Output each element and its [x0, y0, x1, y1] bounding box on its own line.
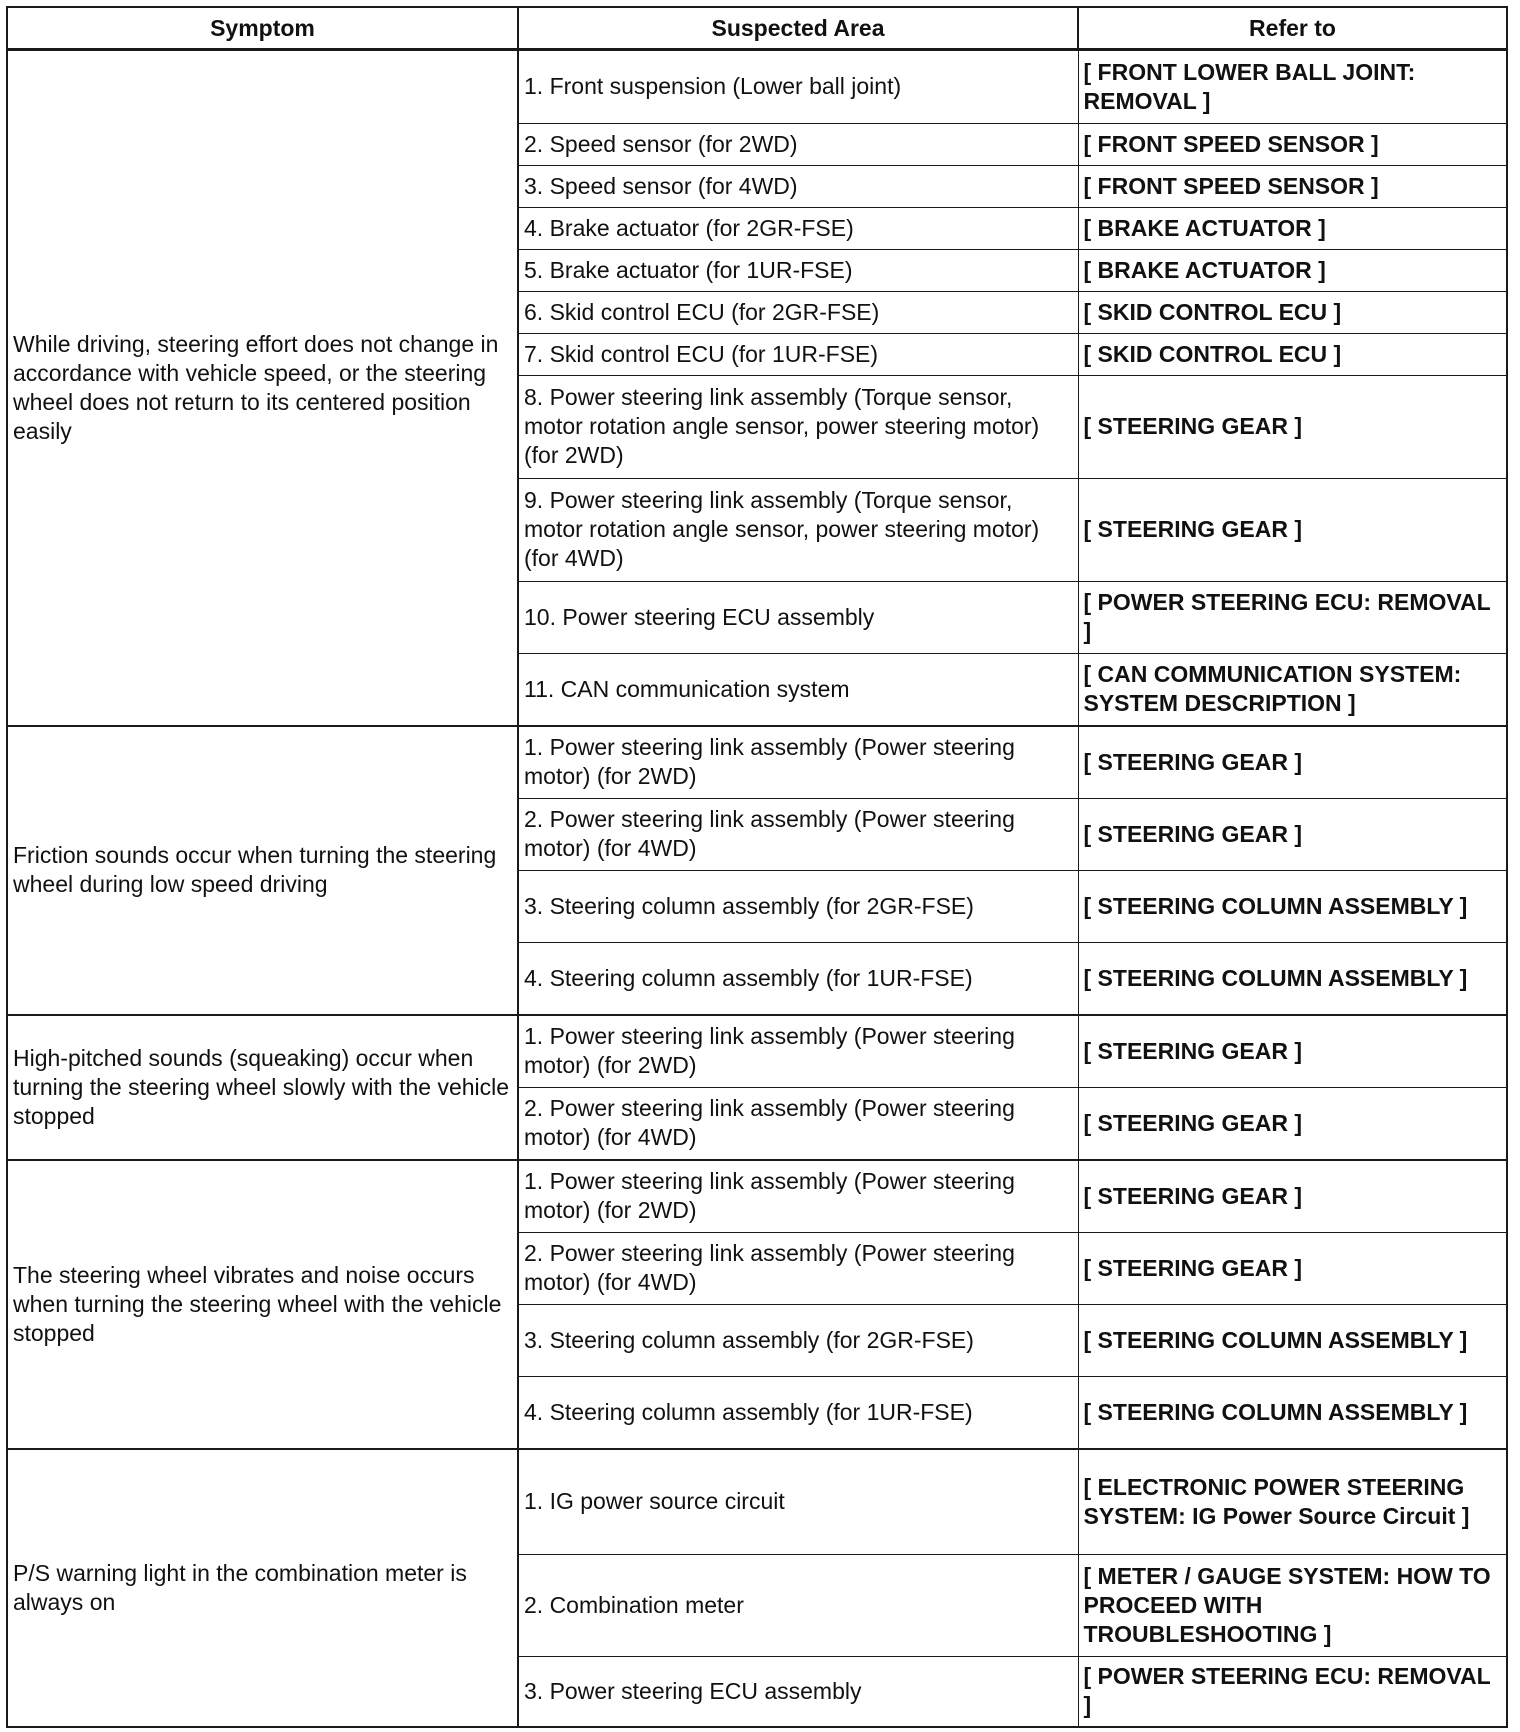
refer-to-link[interactable]: [ STEERING GEAR ] — [1078, 1088, 1507, 1161]
suspected-area-cell: 3. Power steering ECU assembly — [518, 1657, 1078, 1728]
refer-to-link[interactable]: [ BRAKE ACTUATOR ] — [1078, 250, 1507, 292]
symptom-cell: The steering wheel vibrates and noise occurs when turning the steering wheel with the vehicle stopped — [7, 1160, 518, 1449]
refer-to-link[interactable]: [ FRONT SPEED SENSOR ] — [1078, 166, 1507, 208]
symptom-cell: Friction sounds occur when turning the steering wheel during low speed driving — [7, 726, 518, 1015]
suspected-area-cell: 10. Power steering ECU assembly — [518, 582, 1078, 654]
table-body — [7, 50, 1507, 1728]
refer-to-link[interactable]: [ STEERING GEAR ] — [1078, 376, 1507, 479]
suspected-area-cell: 2. Power steering link assembly (Power steering motor) (for 4WD) — [518, 1233, 1078, 1305]
refer-to-link[interactable]: [ STEERING COLUMN ASSEMBLY ] — [1078, 943, 1507, 1016]
refer-to-link[interactable]: [ STEERING GEAR ] — [1078, 1015, 1507, 1088]
suspected-area-cell: 1. Front suspension (Lower ball joint) — [518, 50, 1078, 124]
troubleshooting-table — [6, 6, 1508, 1728]
suspected-area-cell: 2. Combination meter — [518, 1555, 1078, 1657]
suspected-area-cell: 5. Brake actuator (for 1UR-FSE) — [518, 250, 1078, 292]
table-row — [7, 726, 1507, 799]
header-row — [7, 7, 1507, 50]
suspected-area-cell: 3. Speed sensor (for 4WD) — [518, 166, 1078, 208]
suspected-area-cell: 2. Power steering link assembly (Power steering motor) (for 4WD) — [518, 1088, 1078, 1161]
refer-to-link[interactable]: [ SKID CONTROL ECU ] — [1078, 334, 1507, 376]
suspected-area-cell: 3. Steering column assembly (for 2GR-FSE) — [518, 1305, 1078, 1377]
table-row — [7, 50, 1507, 124]
suspected-area-cell: 1. IG power source circuit — [518, 1449, 1078, 1555]
refer-to-link[interactable]: [ ELECTRONIC POWER STEERING SYSTEM: IG Power Source Circuit ] — [1078, 1449, 1507, 1555]
suspected-area-cell: 1. Power steering link assembly (Power steering motor) (for 2WD) — [518, 726, 1078, 799]
suspected-area-cell: 4. Steering column assembly (for 1UR-FSE) — [518, 943, 1078, 1016]
table-row — [7, 1160, 1507, 1233]
suspected-area-cell: 9. Power steering link assembly (Torque sensor, motor rotation angle sensor, power steering motor) (for 4WD) — [518, 479, 1078, 582]
refer-to-link[interactable]: [ CAN COMMUNICATION SYSTEM: SYSTEM DESCRIPTION ] — [1078, 654, 1507, 727]
refer-to-link[interactable]: [ FRONT SPEED SENSOR ] — [1078, 124, 1507, 166]
refer-to-link[interactable]: [ BRAKE ACTUATOR ] — [1078, 208, 1507, 250]
refer-to-link[interactable]: [ FRONT LOWER BALL JOINT: REMOVAL ] — [1078, 50, 1507, 124]
suspected-area-cell: 4. Brake actuator (for 2GR-FSE) — [518, 208, 1078, 250]
suspected-area-cell: 2. Power steering link assembly (Power steering motor) (for 4WD) — [518, 799, 1078, 871]
symptom-cell: High-pitched sounds (squeaking) occur when turning the steering wheel slowly with the vehicle stopped — [7, 1015, 518, 1160]
refer-to-link[interactable]: [ STEERING GEAR ] — [1078, 1233, 1507, 1305]
refer-to-link[interactable]: [ SKID CONTROL ECU ] — [1078, 292, 1507, 334]
suspected-area-header: Suspected Area — [518, 7, 1078, 50]
refer-to-link[interactable]: [ STEERING GEAR ] — [1078, 479, 1507, 582]
refer-to-link[interactable]: [ STEERING COLUMN ASSEMBLY ] — [1078, 1377, 1507, 1450]
refer-to-link[interactable]: [ STEERING COLUMN ASSEMBLY ] — [1078, 871, 1507, 943]
suspected-area-cell: 8. Power steering link assembly (Torque sensor, motor rotation angle sensor, power steering motor) (for 2WD) — [518, 376, 1078, 479]
suspected-area-cell: 1. Power steering link assembly (Power steering motor) (for 2WD) — [518, 1160, 1078, 1233]
refer-to-link[interactable]: [ STEERING COLUMN ASSEMBLY ] — [1078, 1305, 1507, 1377]
suspected-area-cell: 2. Speed sensor (for 2WD) — [518, 124, 1078, 166]
refer-to-header: Refer to — [1078, 7, 1507, 50]
table-row — [7, 1449, 1507, 1555]
refer-to-link[interactable]: [ POWER STEERING ECU: REMOVAL ] — [1078, 1657, 1507, 1728]
suspected-area-cell: 3. Steering column assembly (for 2GR-FSE) — [518, 871, 1078, 943]
table-header — [7, 7, 1507, 50]
suspected-area-cell: 4. Steering column assembly (for 1UR-FSE) — [518, 1377, 1078, 1450]
refer-to-link[interactable]: [ STEERING GEAR ] — [1078, 726, 1507, 799]
table-row — [7, 1015, 1507, 1088]
page — [6, 6, 1508, 1728]
suspected-area-cell: 7. Skid control ECU (for 1UR-FSE) — [518, 334, 1078, 376]
refer-to-link[interactable]: [ POWER STEERING ECU: REMOVAL ] — [1078, 582, 1507, 654]
symptom-cell: P/S warning light in the combination meter is always on — [7, 1449, 518, 1727]
suspected-area-cell: 6. Skid control ECU (for 2GR-FSE) — [518, 292, 1078, 334]
symptom-cell: While driving, steering effort does not change in accordance with vehicle speed, or the steering wheel does not return to its centered position easily — [7, 50, 518, 727]
refer-to-link[interactable]: [ STEERING GEAR ] — [1078, 799, 1507, 871]
suspected-area-cell: 1. Power steering link assembly (Power steering motor) (for 2WD) — [518, 1015, 1078, 1088]
refer-to-link[interactable]: [ METER / GAUGE SYSTEM: HOW TO PROCEED WITH TROUBLESHOOTING ] — [1078, 1555, 1507, 1657]
refer-to-link[interactable]: [ STEERING GEAR ] — [1078, 1160, 1507, 1233]
symptom-header: Symptom — [7, 7, 518, 50]
suspected-area-cell: 11. CAN communication system — [518, 654, 1078, 727]
